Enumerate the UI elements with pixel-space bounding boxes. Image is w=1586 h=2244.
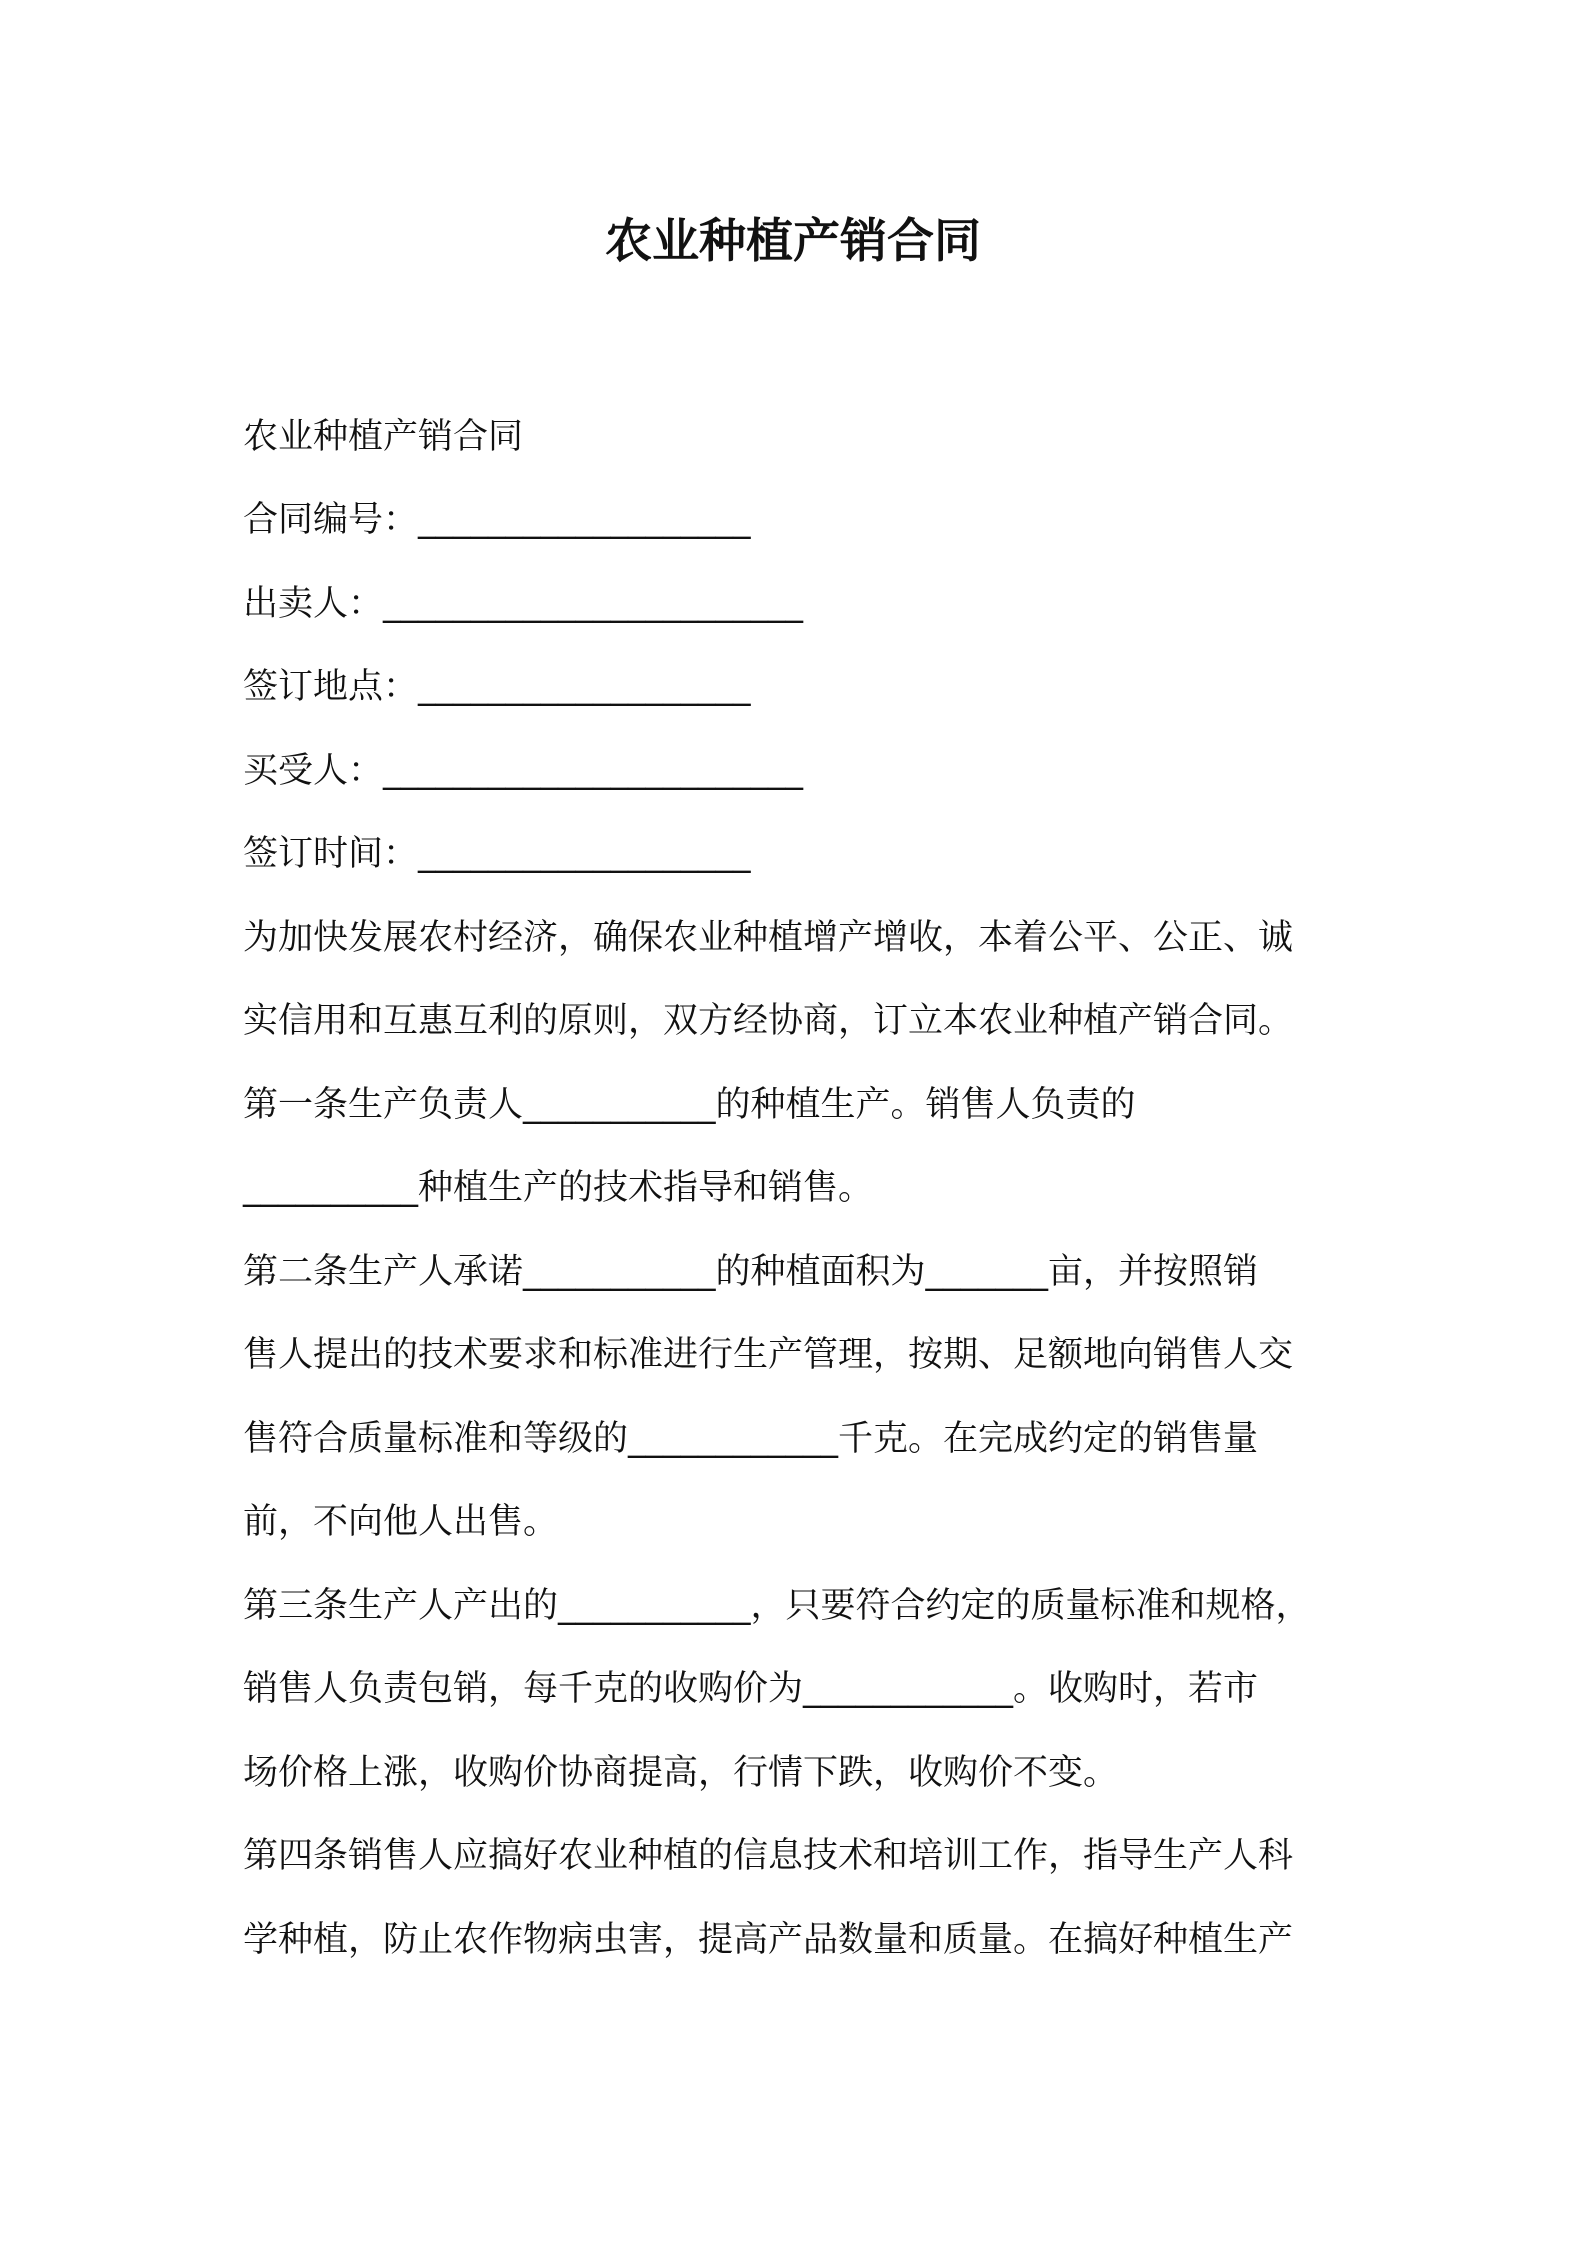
article-2-line: 前，不向他人出售。 <box>243 1502 559 1542</box>
article-4-line: 学种植，防止农作物病虫害，提高产品数量和质量。在搞好种植生产 <box>243 1920 1294 1960</box>
contract-heading: 农业种植产销合同 <box>243 417 524 457</box>
article-2-line: 售人提出的技术要求和标准进行生产管理，按期、足额地向销售人交 <box>243 1335 1294 1375</box>
article-2-line: 售符合质量标准和等级的____________千克。在完成约定的销售量 <box>243 1419 1259 1459</box>
preamble-line: 为加快发展农村经济，确保农业种植增产增收，本着公平、公正、诚 <box>243 918 1294 958</box>
article-3-line: 第三条生产人产出的___________，只要符合约定的质量标准和规格， <box>243 1586 1311 1626</box>
seller-field: 出卖人：________________________ <box>243 584 804 624</box>
article-4-line: 第四条销售人应搞好农业种植的信息技术和培训工作，指导生产人科 <box>243 1836 1294 1876</box>
article-1-line: __________种植生产的技术指导和销售。 <box>243 1168 874 1208</box>
signing-time-field: 签订时间：___________________ <box>243 834 751 874</box>
article-2-line: 第二条生产人承诺___________的种植面积为_______亩，并按照销 <box>243 1252 1259 1292</box>
preamble-line: 实信用和互惠互利的原则，双方经协商，订立本农业种植产销合同。 <box>243 1001 1294 1041</box>
document-title: 农业种植产销合同 <box>605 214 981 269</box>
article-3-line: 销售人负责包销，每千克的收购价为____________。收购时，若市 <box>243 1669 1259 1709</box>
buyer-field: 买受人：________________________ <box>243 751 804 791</box>
signing-place-field: 签订地点：___________________ <box>243 667 751 707</box>
article-3-line: 场价格上涨，收购价协商提高，行情下跌，收购价不变。 <box>243 1753 1119 1793</box>
contract-number-field: 合同编号：___________________ <box>243 500 751 540</box>
article-1-line: 第一条生产负责人___________的种植生产。销售人负责的 <box>243 1085 1136 1125</box>
